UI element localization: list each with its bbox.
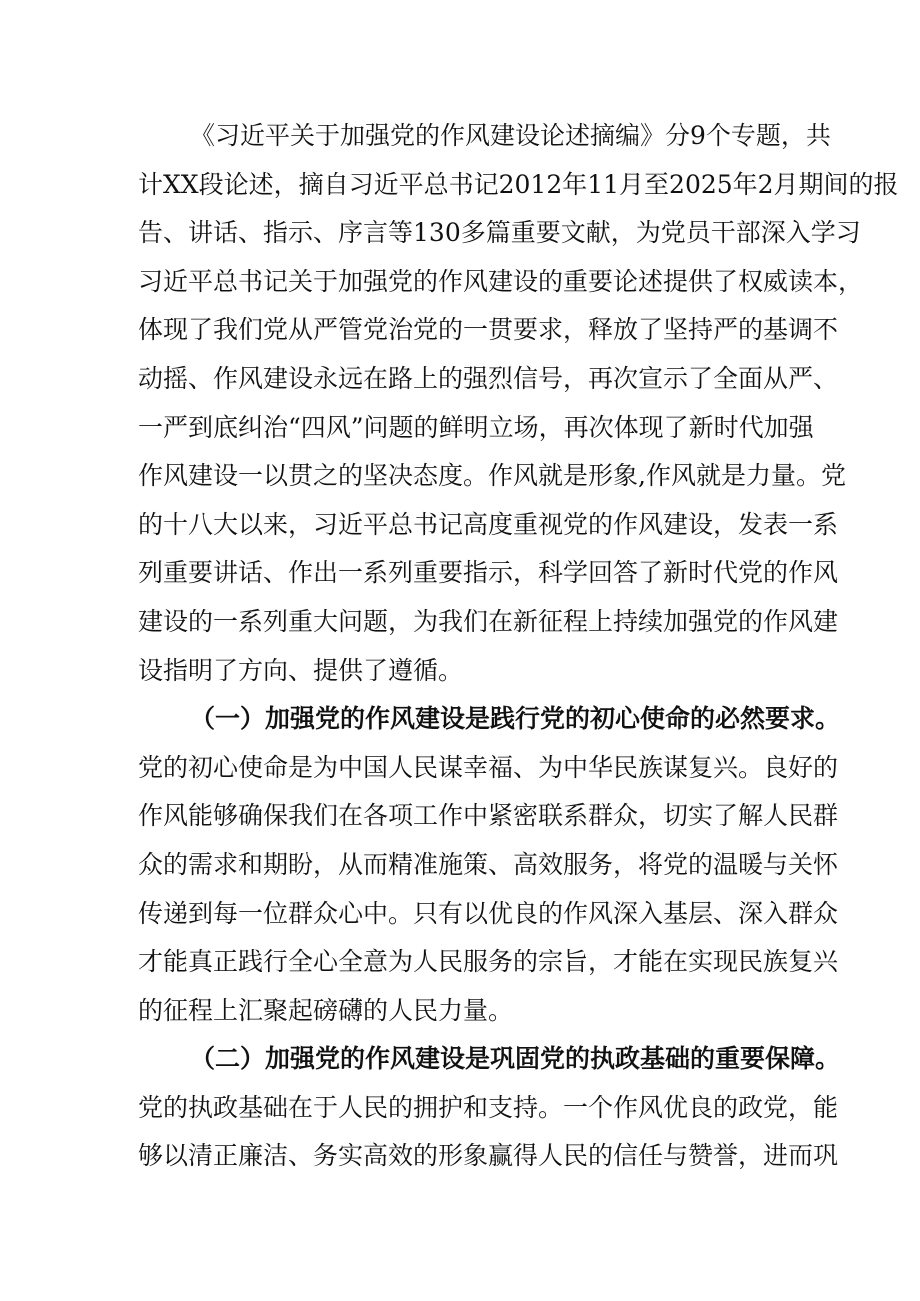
text-line: 列重要讲话、作出一系列重要指示，科学回答了新时代党的作风 [138, 558, 839, 588]
text-line: 党的初心使命是为中国人民谋幸福、为中华民族谋复兴。良好的 [138, 752, 839, 782]
intro-paragraph [138, 112, 899, 695]
section-1 [138, 695, 841, 1035]
text-line: 设指明了方向、提供了遵循。 [138, 655, 464, 685]
text-line: 《习近平关于加强党的作风建设论述摘编》分9个专题，共 [190, 121, 831, 150]
text-line: 的征程上汇聚起磅礴的人民力量。 [138, 995, 514, 1025]
text-line: 告、讲话、指示、序言等130多篇重要文献，为党员干部深入学习 [138, 218, 861, 248]
text-line: 一严到底纠治“四风”问题的鲜明立场，再次体现了新时代加强 [138, 412, 814, 442]
text-line: 动摇、作风建设永远在路上的强烈信号，再次宣示了全面从严、 [138, 363, 839, 393]
text-line: 建设的一系列重大问题，为我们在新征程上持续加强党的作风建 [138, 606, 839, 636]
section-heading: （二）加强党的作风建设是巩固党的执政基础的重要保障。 [190, 1044, 841, 1074]
text-line: 习近平总书记关于加强党的作风建设的重要论述提供了权威读本， [138, 266, 864, 296]
text-line: 传递到每一位群众心中。只有以优良的作风深入基层、深入群众 [138, 898, 839, 928]
text-line: 党的执政基础在于人民的拥护和支持。一个作风优良的政党，能 [138, 1092, 839, 1122]
document-body [138, 112, 899, 1181]
text-line: 作风能够确保我们在各项工作中紧密联系群众，切实了解人民群 [138, 801, 839, 831]
text-line: 的十八大以来，习近平总书记高度重视党的作风建设，发表一系 [138, 509, 839, 539]
text-line: 够以清正廉洁、务实高效的形象赢得人民的信任与赞誉，进而巩 [138, 1141, 839, 1171]
text-line: 众的需求和期盼，从而精准施策、高效服务，将党的温暖与关怀 [138, 849, 839, 879]
text-line: 计XX段论述，摘自习近平总书记2012年11月至2025年2月期间的报 [138, 169, 899, 199]
section-heading: （一）加强党的作风建设是践行党的初心使命的必然要求。 [190, 704, 841, 734]
text-line: 才能真正践行全心全意为人民服务的宗旨，才能在实现民族复兴 [138, 947, 839, 977]
text-line: 体现了我们党从严管党治党的一贯要求，释放了坚持严的基调不 [138, 315, 839, 345]
text-line: 作风建设一以贯之的坚决态度。作风就是形象,作风就是力量。党 [138, 461, 846, 491]
section-2 [138, 1035, 841, 1181]
